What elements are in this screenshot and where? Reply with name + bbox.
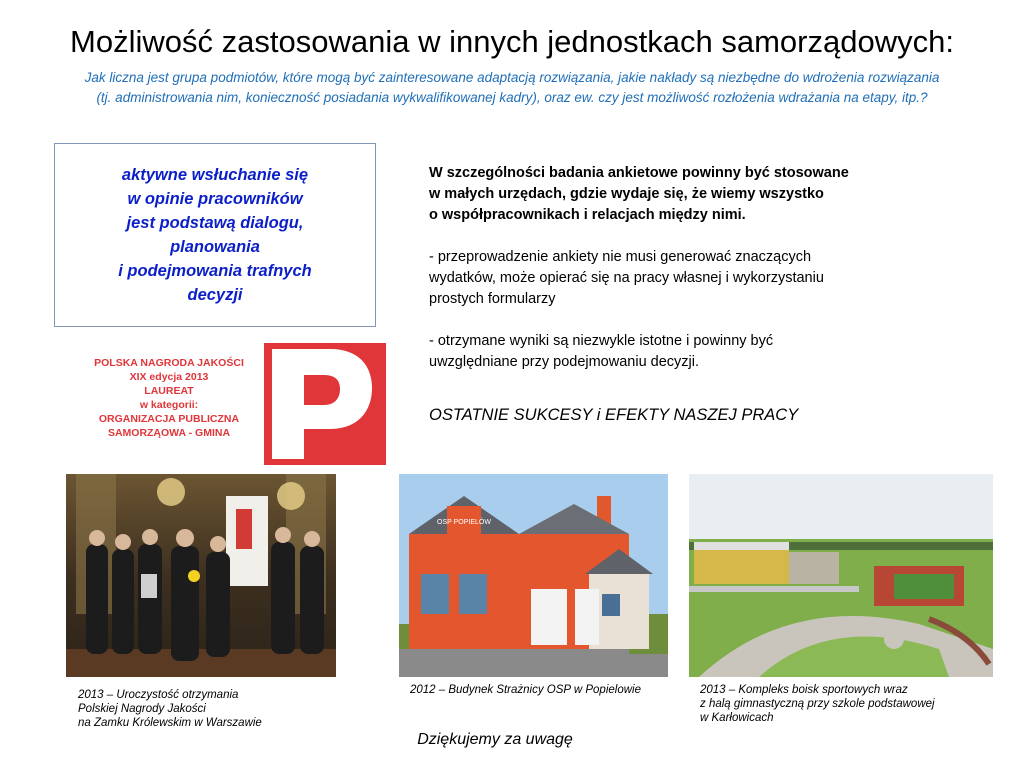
closing-text: Dziękujemy za uwagę <box>417 731 573 748</box>
award-text <box>78 356 260 440</box>
caption-line: 2013 – Uroczystość otrzymania <box>78 689 239 701</box>
subtitle-line: (tj. administrowania nim, konieczność posiadania wykwalifikowanej kadry), oraz ew. czy jest możliwość rozłożenia wdrażania na etapy, itp.? <box>96 90 928 105</box>
quote-line: jest podstawą dialogu, <box>126 214 304 232</box>
caption-line: 2012 – Budynek Strażnicy OSP w Popielowie <box>410 684 641 696</box>
photo-caption <box>78 688 262 730</box>
award-line: SAMORZĄOWA - GMINA <box>107 427 231 439</box>
survey-point-line: - otrzymane wyniki są niezwykle istotne i powinny być <box>429 333 774 349</box>
sports-complex-photo-icon <box>689 474 993 677</box>
quote-line: i podejmowania trafnych <box>118 262 312 280</box>
quote-line: planowania <box>170 238 260 256</box>
survey-point-line: wydatków, może opierać się na pracy własnej i wykorzystaniu <box>429 270 824 286</box>
award-line: LAUREAT <box>144 385 194 397</box>
award-line: XIX edycja 2013 <box>129 371 209 383</box>
quote-line: aktywne wsłuchanie się <box>121 166 309 184</box>
caption-line: Polskiej Nagrody Jakości <box>78 703 206 715</box>
quote-line: w opinie pracowników <box>127 190 303 208</box>
caption-line: z halą gimnastyczną przy szkole podstawowej <box>700 698 935 710</box>
survey-point-line: uwzględniane przy podejmowaniu decyzji. <box>429 354 700 370</box>
survey-lead-line: o współpracownikach i relacjach między nimi. <box>429 207 746 223</box>
survey-text <box>429 163 949 373</box>
survey-lead-line: W szczególności badania ankietowe powinny być stosowane <box>429 165 849 181</box>
award-line: w kategorii: <box>139 399 199 411</box>
fire-station-sign: OSP POPIELÓW <box>437 519 491 526</box>
page-subtitle <box>12 68 1012 108</box>
quote-line: decyzji <box>187 286 243 304</box>
photo-caption <box>410 683 641 697</box>
photo-caption <box>700 683 935 725</box>
award-line: POLSKA NAGRODA JAKOŚCI <box>94 357 244 369</box>
caption-line: w Karłowicach <box>700 712 774 724</box>
caption-line: 2013 – Kompleks boisk sportowych wraz <box>700 684 908 696</box>
success-heading: OSTATNIE SUKCESY i EFEKTY NASZEJ PRACY <box>429 406 799 424</box>
polish-quality-award-logo-icon <box>264 343 386 465</box>
subtitle-line: Jak liczna jest grupa podmiotów, które mogą być zainteresowane adaptacją rozwiązania, jakie nakłady są niezbędne do wdrożenia rozwiązania <box>84 70 940 85</box>
survey-point-line: - przeprowadzenie ankiety nie musi generować znaczących <box>429 249 812 265</box>
survey-point-line: prostych formularzy <box>429 291 556 307</box>
award-line: ORGANIZACJA PUBLICZNA <box>98 413 240 425</box>
survey-lead-line: w małych urzędach, gdzie wydaje się, że wiemy wszystko <box>429 186 824 202</box>
fire-station-photo-icon <box>399 474 668 677</box>
award-ceremony-photo-icon <box>66 474 336 677</box>
quote-box <box>54 143 376 327</box>
page-title: Możliwość zastosowania w innych jednostkach samorządowych: <box>70 24 954 59</box>
caption-line: na Zamku Królewskim w Warszawie <box>78 717 262 729</box>
